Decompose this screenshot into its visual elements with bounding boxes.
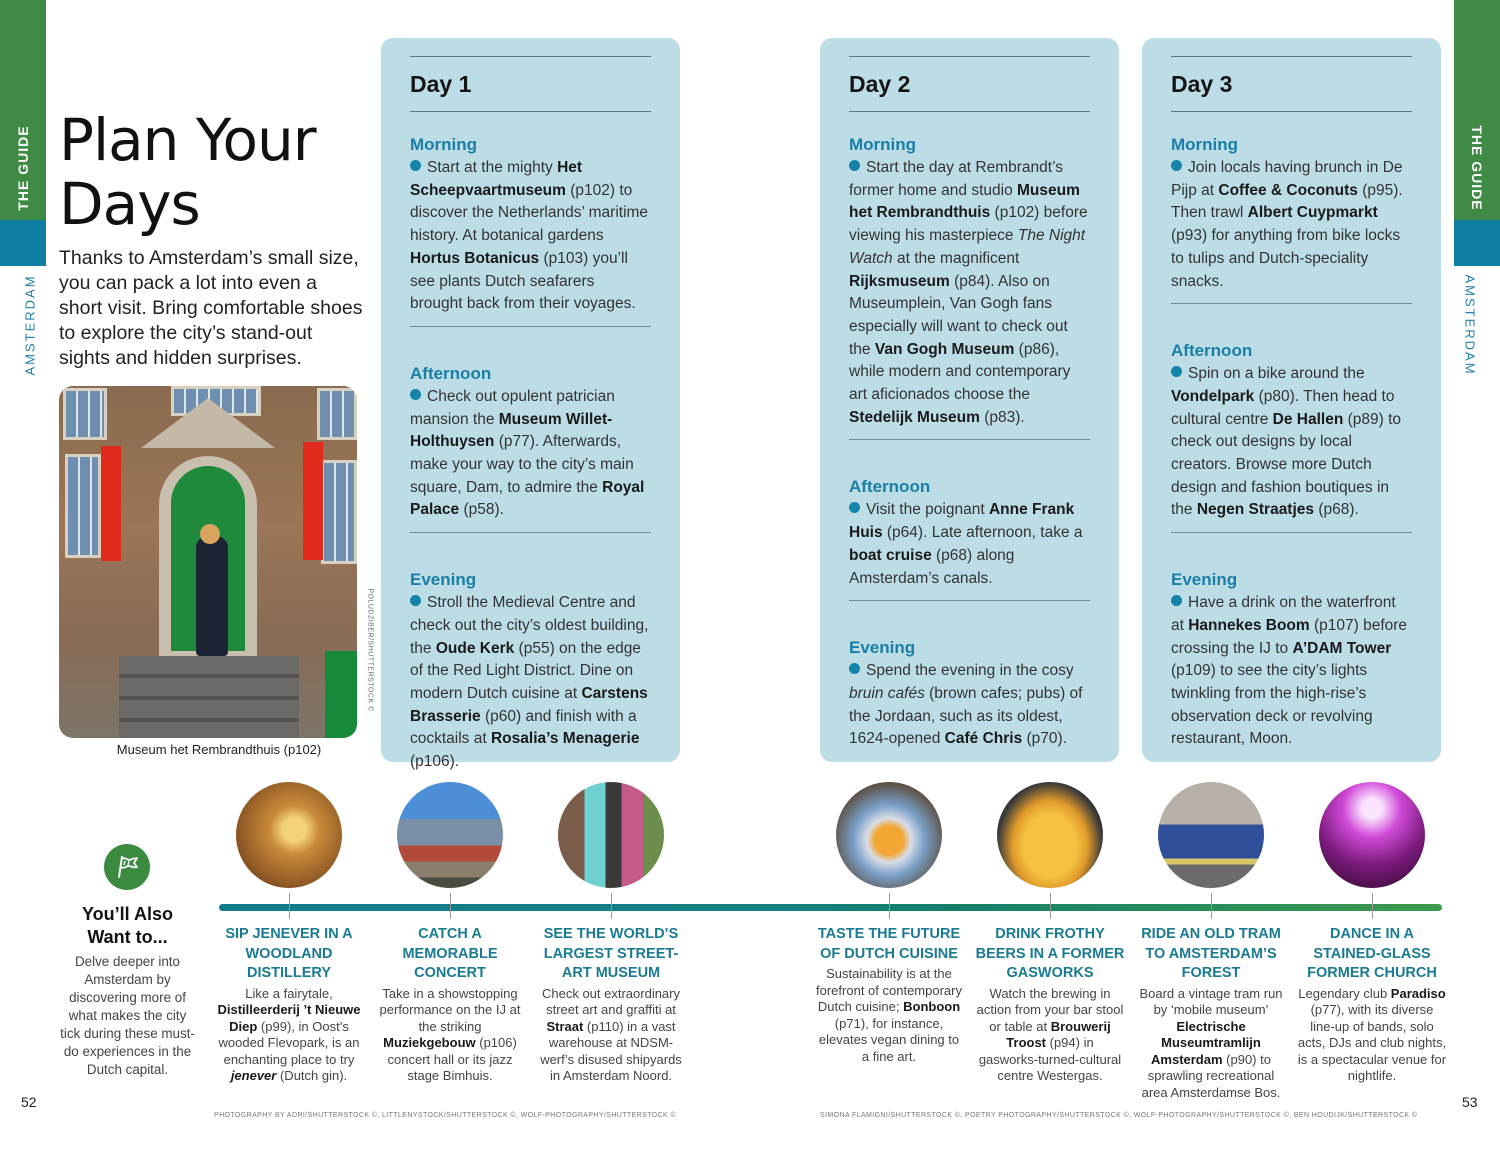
bullet-icon <box>1171 160 1182 171</box>
bullet-icon <box>410 160 421 171</box>
flag-icon <box>113 853 141 881</box>
section-label: THE GUIDE <box>1469 125 1485 211</box>
experience-photo-jenever-glass <box>236 782 342 888</box>
experience-item <box>214 925 364 1085</box>
experience-text: Like a fairytale, Distilleerderij ’t Nieuwe Diep (p99), in Oost’s wooded Flevopark, is an enchanting place to try jenever (Dutch gin). <box>217 985 361 1084</box>
itinerary-rich-text: Join locals having brunch in De Pijp at Coffee & Coconuts (p95). Then trawl Albert Cuypmarkt (p93) for anything from bike locks to tulips and Dutch-speciality snacks. <box>1171 159 1403 290</box>
window <box>65 454 101 558</box>
time-section-morning <box>849 112 1090 454</box>
experience-title: SIP JENEVER IN A WOODLAND DISTILLERY <box>225 926 353 981</box>
experience-title: CATCH A MEMORABLE CONCERT <box>402 926 498 981</box>
itinerary-rich-text: Have a drink on the waterfront at Hannekes Boom (p107) before crossing the IJ to A’DAM Tower (p109) to see the city’s lights twinkling from the high-rise’s observation deck or revolving restaurant, Moon. <box>1171 594 1408 748</box>
experience-item <box>375 925 525 1085</box>
section-label: THE GUIDE <box>15 125 31 211</box>
timeline-tick <box>450 893 451 919</box>
itinerary-rich-text: Visit the poignant Anne Frank Huis (p64). Late afternoon, take a boat cruise (p68) along Amsterdam’s canals. <box>849 501 1083 587</box>
experience-title: DANCE IN A STAINED-GLASS FORMER CHURCH <box>1307 926 1437 981</box>
time-of-day-label: Evening <box>410 570 477 590</box>
section-divider <box>1171 532 1412 533</box>
time-section-afternoon <box>1171 318 1412 547</box>
intro-text: Thanks to Amsterdam’s small size, you can pack a lot into even a short visit. Bring comfortable shoes to explore the city’s stand-out sights and hidden surprises. <box>59 247 363 369</box>
time-of-day-label: Afternoon <box>849 477 931 497</box>
itinerary-text <box>849 499 1090 590</box>
photo-credit-left: PHOTOGRAPHY BY ADRI/SHUTTERSTOCK ©, LITTLENYSTOCK/SHUTTERSTOCK ©, WOLF-PHOTOGRAPHY/SHUTTERSTOCK © <box>214 1112 677 1119</box>
experience-title: DRINK FROTHY BEERS IN A FORMER GASWORKS <box>975 926 1125 981</box>
itinerary-rich-text: Spin on a bike around the Vondelpark (p80). Then head to cultural centre De Hallen (p89) to check out designs by local creators. Browse more Dutch design and fashion boutiques in the Negen Straatjes (p68). <box>1171 365 1402 519</box>
time-section-morning <box>1171 112 1412 318</box>
experience-text: Watch the brewing in action from your bar stool or table at Brouwerij Troost (p94) in gasworks-turned-cultural centre Westergas. <box>976 985 1124 1084</box>
experience-title: TASTE THE FUTURE OF DUTCH CUISINE <box>817 926 961 962</box>
itinerary-text <box>1171 363 1412 522</box>
time-of-day-label: Evening <box>849 638 916 658</box>
time-section-afternoon <box>849 454 1090 615</box>
experience-text: Legendary club Paradiso (p77), with its diverse line-up of bands, solo acts, DJs and club nights, is a spectacular venue for nightlife. <box>1297 985 1447 1084</box>
itinerary-rich-text: Stroll the Medieval Centre and check out the city’s oldest building, the Oude Kerk (p55) on the edge of the Red Light District. Dine on modern Dutch cuisine at Carstens Brasserie (p60) and finish with a cocktails at Rosalia’s Menagerie (p106). <box>410 594 649 771</box>
itinerary-text <box>1171 157 1412 293</box>
time-of-day-label: Afternoon <box>1171 341 1253 361</box>
time-of-day-label: Evening <box>1171 570 1238 590</box>
experience-item <box>1297 925 1447 1085</box>
itinerary-rich-text: Spend the evening in the cosy bruin cafés (brown cafes; pubs) of the Jordaan, such as its oldest, 1624-opened Café Chris (p70). <box>849 662 1083 748</box>
bullet-icon <box>1171 595 1182 606</box>
experience-text: Sustainability is at the forefront of contemporary Dutch cuisine; Bonboon (p71), for instance, elevates vegan dining to a fine art. <box>816 966 962 1064</box>
experience-title: SEE THE WORLD’S LARGEST STREET-ART MUSEUM <box>543 926 679 981</box>
city-label: AMSTERDAM <box>1462 274 1478 376</box>
experience-photo-concert-crowd <box>1319 782 1425 888</box>
timeline-tick <box>1372 893 1373 919</box>
experience-item <box>814 925 964 1066</box>
person <box>196 536 228 656</box>
itinerary-text <box>410 592 651 774</box>
experience-photo-muziekgebouw <box>397 782 503 888</box>
also-title: You’ll Also Want to... <box>81 904 173 947</box>
experience-photo-beer-glass <box>997 782 1103 888</box>
timeline-tick <box>889 893 890 919</box>
experience-item <box>1136 925 1286 1102</box>
page-title <box>59 108 316 236</box>
bullet-icon <box>1171 366 1182 377</box>
window <box>317 388 357 440</box>
time-of-day-label: Afternoon <box>410 363 492 383</box>
itinerary-text <box>849 157 1090 429</box>
time-section-evening <box>1171 547 1412 765</box>
time-section-afternoon <box>410 341 651 547</box>
bullet-icon <box>849 663 860 674</box>
itinerary-rich-text: Start at the mighty Het Scheepvaartmuseum (p102) to discover the Netherlands’ maritime history. At botanical gardens Hortus Botanicus (p103) you’ll see plants Dutch seafarers brought back from their voyages. <box>410 159 649 313</box>
photo-caption <box>59 742 409 757</box>
bullet-icon <box>849 160 860 171</box>
day-card <box>820 38 1119 762</box>
section-divider <box>410 532 651 533</box>
itinerary-text <box>410 386 651 522</box>
page-number-left: 52 <box>21 1094 37 1110</box>
time-section-evening <box>849 615 1090 765</box>
photo-caption-text: Museum het Rembrandthuis (p102) <box>116 742 322 757</box>
section-divider <box>849 600 1090 601</box>
day-title: Day 3 <box>1171 71 1233 97</box>
experience-item <box>536 925 686 1085</box>
timeline-tick <box>289 893 290 919</box>
time-section-morning <box>410 112 651 341</box>
tab-blue-block <box>1454 220 1500 266</box>
experience-photo-vegan-dish <box>836 782 942 888</box>
section-divider <box>849 439 1090 440</box>
time-of-day-label: Morning <box>849 135 917 154</box>
rembrandthuis-photo <box>59 386 357 738</box>
bullet-icon <box>410 389 421 400</box>
day-card <box>1142 38 1441 762</box>
experience-text: Take in a showstopping performance on the IJ at the striking Muziekgebouw (p106) concert hall or its jazz stage Bimhuis. <box>379 985 521 1084</box>
timeline-tick <box>1211 893 1212 919</box>
day-title: Day 1 <box>410 71 472 97</box>
timeline-tick <box>1050 893 1051 919</box>
stone-steps <box>119 656 299 738</box>
timeline-line <box>219 904 1442 911</box>
red-shutter <box>303 442 323 560</box>
city-label: AMSTERDAM <box>22 274 38 376</box>
tab-blue-block <box>0 220 46 266</box>
person-head <box>200 524 220 544</box>
itinerary-rich-text: Check out opulent patrician mansion the Museum Willet-Holthuysen (p77). Afterwards, make your way to the city’s main square, Dam, to admire the Royal Palace (p58). <box>410 387 645 519</box>
time-section-evening <box>410 547 651 788</box>
timeline-tick <box>611 893 612 919</box>
red-shutter <box>101 446 121 561</box>
small-green-door <box>325 651 357 738</box>
section-tab-left <box>0 0 46 400</box>
window <box>63 388 107 440</box>
day-card <box>381 38 680 771</box>
bullet-icon <box>849 502 860 513</box>
title-line-2: Days <box>59 170 200 238</box>
photo-credit: POLUDZIBER/SHUTTERSTOCK © <box>366 588 374 712</box>
title-line-1: Plan Your <box>59 106 316 174</box>
experience-item <box>975 925 1125 1085</box>
itinerary-text <box>410 157 651 316</box>
day-title: Day 2 <box>849 71 911 97</box>
page-number-right: 53 <box>1462 1094 1478 1110</box>
experience-photo-straat-museum <box>558 782 664 888</box>
also-text: Delve deeper into Amsterdam by discovering more of what makes the city tick during these must-do experiences in the Dutch capital. <box>60 954 195 1077</box>
time-of-day-label: Morning <box>410 135 478 154</box>
experience-title: RIDE AN OLD TRAM TO AMSTERDAM’S FOREST <box>1141 926 1281 981</box>
section-tab-right <box>1454 0 1500 400</box>
section-divider <box>1171 303 1412 304</box>
itinerary-text <box>849 660 1090 751</box>
photo-credit-right: SIMONA FLAMIGNI/SHUTTERSTOCK ©, POETRY PHOTOGRAPHY/SHUTTERSTOCK ©, WOLF-PHOTOGRAPHY/SHUTTERSTOCK ©, BEN HOUDIJK/SHUTTERSTOCK © <box>820 1112 1418 1119</box>
experience-text: Board a vintage tram run by ‘mobile museum’ Electrische Museumtramlijn Amsterdam (p90) to sprawling recreational area Amsterdamse Bos. <box>1139 985 1283 1101</box>
bullet-icon <box>410 595 421 606</box>
experience-text: Check out extraordinary street art and graffiti at Straat (p110) in a vast warehouse at NDSM-werf’s disused shipyards in Amsterdam Noord. <box>540 985 682 1084</box>
section-divider <box>410 326 651 327</box>
window <box>321 460 357 564</box>
itinerary-text <box>1171 592 1412 751</box>
time-of-day-label: Morning <box>1171 135 1239 154</box>
flag-badge <box>104 844 150 890</box>
itinerary-rich-text: Start the day at Rembrandt’s former home and studio Museum het Rembrandthuis (p102) before viewing his masterpiece The Night Watch at the magnificent Rijksmuseum (p84). Also on Museumplein, Van Gogh fans especially will want to check out the Van Gogh Museum (p86), while modern and contemporary art aficionados choose the Stedelijk Museum (p83). <box>849 159 1088 426</box>
experience-photo-vintage-tram <box>1158 782 1264 888</box>
